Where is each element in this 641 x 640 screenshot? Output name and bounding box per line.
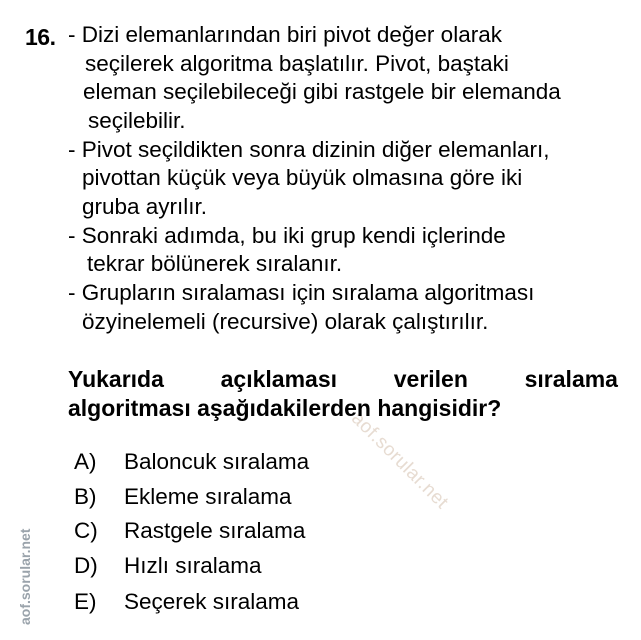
option-text: Ekleme sıralama [124,484,292,509]
stem-word: açıklaması [220,366,337,392]
option-e[interactable] [74,588,299,616]
option-letter: B) [74,484,97,509]
option-a[interactable] [74,448,309,476]
stem-line [68,365,618,393]
paragraph-line: - Grupların sıralaması için sıralama algoritması [68,280,535,305]
paragraph-line: tekrar bölünerek sıralanır. [87,251,343,276]
watermark-vertical: aof.sorular.net [17,528,33,625]
option-b[interactable] [74,483,292,511]
question-number: 16. [25,24,56,50]
option-text: Hızlı sıralama [124,553,262,578]
paragraph-line: - Sonraki adımda, bu iki grup kendi içlerinde [68,223,506,248]
option-text: Baloncuk sıralama [124,449,310,474]
paragraph-line: seçilebilir. [88,108,186,133]
paragraph-line: seçilerek algoritma başlatılır. Pivot, baştaki [85,51,509,76]
option-c[interactable] [74,517,305,545]
paragraph-line: - Pivot seçildikten sonra dizinin diğer elemanları, [68,137,550,162]
paragraph-line: eleman seçilebileceği gibi rastgele bir elemanda [83,79,561,104]
stem-word: Yukarıda [68,366,164,392]
stem-word: verilen [393,366,468,392]
option-letter: D) [74,553,98,578]
paragraph-line: pivottan küçük veya büyük olmasına göre iki [82,165,523,190]
option-text: Rastgele sıralama [124,518,306,543]
paragraph-line: - Dizi elemanlarından biri pivot değer olarak [68,22,502,47]
stem-line: algoritması aşağıdakilerden hangisidir? [68,395,502,421]
option-letter: A) [74,449,97,474]
paragraph-line: gruba ayrılır. [82,194,208,219]
option-text: Seçerek sıralama [124,589,300,614]
paragraph-line: özyinelemeli (recursive) olarak çalıştırılır. [82,309,489,334]
option-letter: E) [74,589,97,614]
option-d[interactable] [74,552,262,580]
watermark-diagonal: aof.sorular.net [347,408,453,514]
option-letter: C) [74,518,98,543]
stem-word: sıralama [524,366,618,392]
